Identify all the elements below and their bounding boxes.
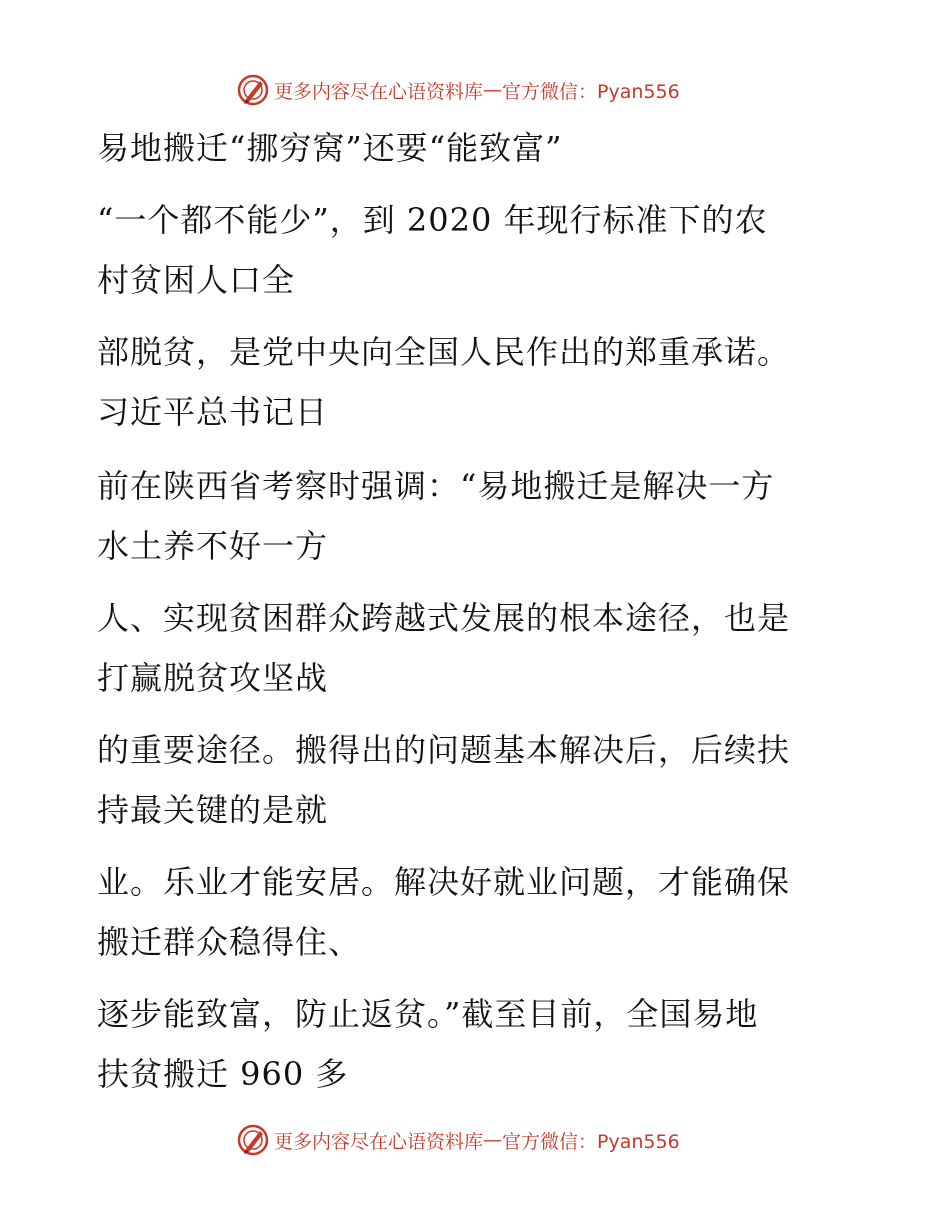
text-line: 习近平总书记日: [97, 393, 329, 431]
text-line: 逐步能致富，防止返贫。”截至目前，全国易地: [97, 995, 759, 1033]
footer-banner-dash: —: [483, 1129, 503, 1151]
header-banner-text: 更多内容尽在心语资料库: [274, 80, 484, 103]
text-line: 的重要途径。搬得出的问题基本解决后，后续扶: [97, 731, 791, 769]
header-banner: [236, 72, 716, 108]
text-line: 村贫困人口全: [97, 261, 296, 299]
text-line: 部脱贫，是党中央向全国人民作出的郑重承诺。: [97, 333, 791, 371]
text-line: 前在陕西省考察时强调：“易地搬迁是解决一方: [97, 467, 775, 505]
header-banner-dash: —: [483, 79, 503, 101]
pen-logo-icon: [236, 1123, 270, 1157]
footer-banner-wechat: 官方微信：Pyan556: [502, 1130, 680, 1153]
pen-logo-icon: [236, 73, 270, 107]
text-line: 持最关键的是就: [97, 791, 329, 829]
header-banner-wechat: 官方微信：Pyan556: [502, 80, 680, 103]
text-line: 搬迁群众稳得住、: [97, 923, 362, 961]
footer-banner: [236, 1122, 716, 1158]
document-title: 易地搬迁“挪穷窝”还要“能致富”: [97, 129, 563, 167]
text-line: 业。乐业才能安居。解决好就业问题，才能确保: [97, 863, 791, 901]
footer-banner-text: 更多内容尽在心语资料库: [274, 1130, 484, 1153]
text-line: 水土养不好一方: [97, 527, 329, 565]
text-line: 打赢脱贫攻坚战: [97, 659, 329, 697]
text-line: 扶贫搬迁 960 多: [97, 1055, 349, 1093]
text-line: “一个都不能少”，到 2020 年现行标准下的农: [97, 201, 768, 239]
text-line: 人、实现贫困群众跨越式发展的根本途径，也是: [97, 599, 791, 637]
